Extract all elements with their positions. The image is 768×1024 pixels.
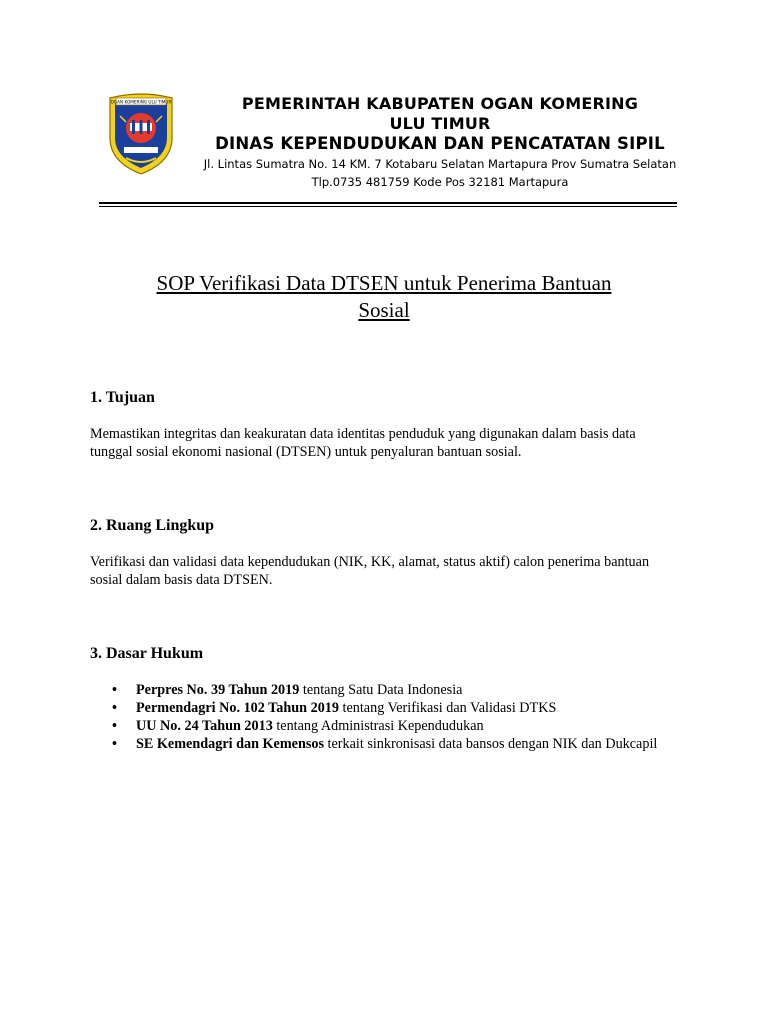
- section-heading-ruang-lingkup: 2. Ruang Lingkup: [90, 517, 215, 534]
- list-item: • SE Kemendagri dan Kemensos terkait sinkronisasi data bansos dengan NIK dan Dukcapil: [112, 736, 658, 752]
- letterhead-divider-thin: [99, 206, 677, 207]
- list-item-bold: Perpres No. 39 Tahun 2019: [136, 682, 300, 698]
- list-item-text: tentang Verifikasi dan Validasi DTKS: [338, 700, 557, 716]
- section-heading-tujuan: 1. Tujuan: [90, 389, 155, 406]
- document-title: [100, 270, 668, 324]
- letterhead-government-line2: ULU TIMUR: [389, 114, 491, 133]
- letterhead-address: Jl. Lintas Sumatra No. 14 KM. 7 Kotabaru Selatan Martapura Prov Sumatra Selatan: [203, 157, 677, 171]
- letterhead-phone: Tlp.0735 481759 Kode Pos 32181 Martapura: [311, 175, 569, 189]
- letterhead-divider-thick: [99, 202, 677, 204]
- regency-emblem-logo: [106, 92, 176, 176]
- list-item-bold: UU No. 24 Tahun 2013: [136, 718, 273, 734]
- letterhead-government-line1: PEMERINTAH KABUPATEN OGAN KOMERING: [241, 94, 639, 113]
- document-title-line1: SOP Verifikasi Data DTSEN untuk Penerima Bantuan: [156, 271, 612, 295]
- list-item-bold: Permendagri No. 102 Tahun 2019: [136, 700, 339, 716]
- list-item-text: tentang Satu Data Indonesia: [299, 682, 463, 698]
- list-item: • Perpres No. 39 Tahun 2019 tentang Satu Data Indonesia: [112, 682, 463, 698]
- list-item-text: terkait sinkronisasi data bansos dengan NIK dan Dukcapil: [324, 736, 658, 752]
- section-heading-dasar-hukum: 3. Dasar Hukum: [90, 645, 204, 662]
- list-item-text: tentang Administrasi Kependudukan: [272, 718, 484, 734]
- document-title-line2: Sosial: [358, 298, 410, 322]
- letterhead-department: DINAS KEPENDUDUKAN DAN PENCATATAN SIPIL: [215, 134, 665, 153]
- letterhead: [190, 94, 690, 191]
- legal-basis-list: [90, 681, 670, 753]
- list-item: • UU No. 24 Tahun 2013 tentang Administrasi Kependudukan: [112, 718, 484, 734]
- section-body-ruang-lingkup: Verifikasi dan validasi data kependudukan (NIK, KK, alamat, status aktif) calon penerima bantuan sosial dalam basis data DTSEN.: [90, 554, 650, 588]
- svg-text:OGAN KOMERING ULU TIMUR: OGAN KOMERING ULU TIMUR: [110, 99, 172, 105]
- list-item-bold: SE Kemendagri dan Kemensos: [136, 736, 324, 752]
- section-body-tujuan: Memastikan integritas dan keakuratan data identitas penduduk yang digunakan dalam basis data tunggal sosial ekonomi nasional (DTSEN) untuk penyaluran bantuan sosial.: [90, 426, 636, 460]
- list-item: • Permendagri No. 102 Tahun 2019 tentang Verifikasi dan Validasi DTKS: [112, 700, 557, 716]
